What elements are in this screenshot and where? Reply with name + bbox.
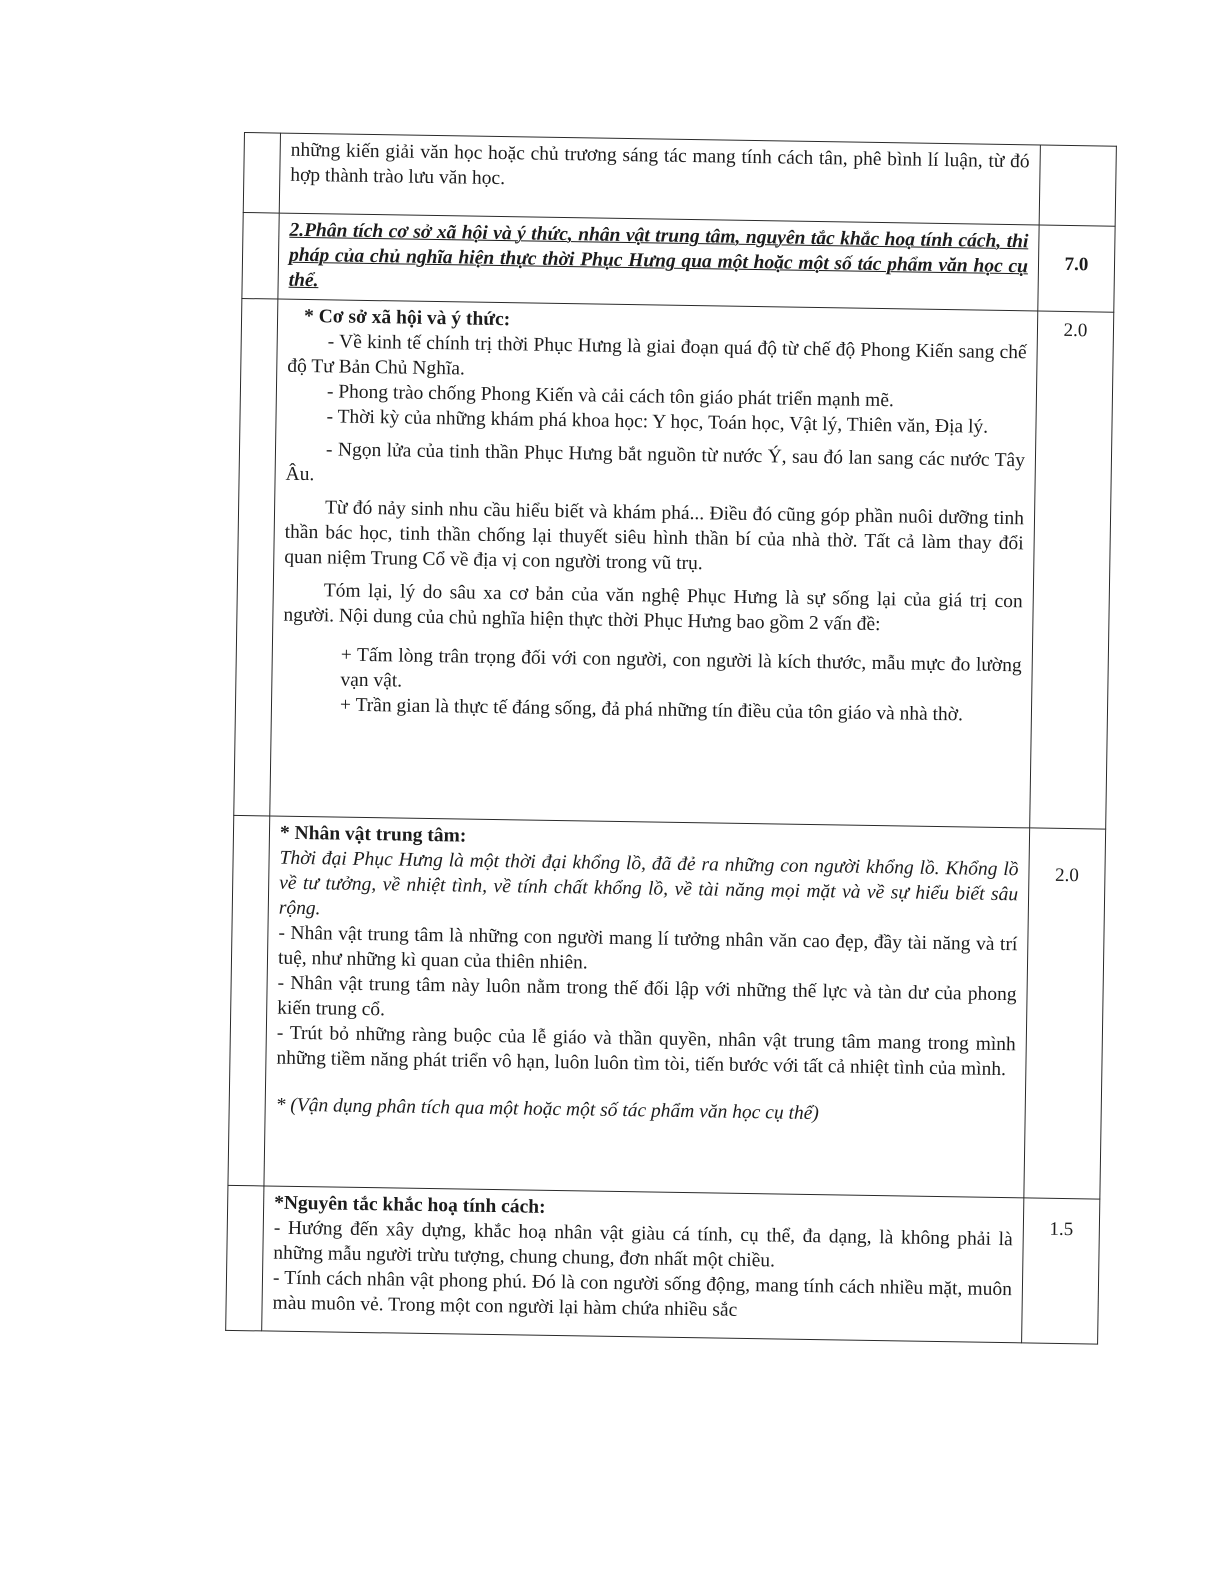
- social-basis-line: - Ngọn lửa của tinh thần Phục Hưng bắt nguồn từ nước Ý, sau đó lan sang các nước Tây Âu.: [285, 439, 1026, 486]
- table-row-social-basis: [234, 298, 1114, 829]
- content-cell: [278, 213, 1039, 311]
- content-cell: [279, 133, 1040, 225]
- score-cell: [1024, 828, 1106, 1199]
- content-cell: [270, 299, 1038, 828]
- score-cell: [1030, 311, 1114, 829]
- score-cell: [1039, 145, 1116, 226]
- social-basis-heading: * Cơ sở xã hội và ý thức:: [303, 305, 511, 331]
- characterization-heading: *Nguyên tắc khắc hoạ tính cách:: [274, 1192, 546, 1218]
- table-row-characterization: [226, 1185, 1100, 1344]
- table-row-intro-tail: [243, 133, 1116, 227]
- social-basis-score: 2.0: [1063, 319, 1088, 342]
- central-character-quote: Thời đại Phục Hưng là một thời đại khổng lồ, đã đẻ ra những con người khổng lồ. Khổng lồ về tư tưởng, về nhiệt tình, về tính chất khổng lồ, về tài năng mọi mặt và về sự hiểu biết sâu rộng.: [278, 847, 1019, 920]
- social-basis-line: - Phong trào chống Phong Kiến và cải cách tôn giáo phát triển mạnh mẽ.: [326, 381, 895, 412]
- intro-tail-text: những kiến giải văn học hoặc chủ trương sáng tác mang tính cách tân, phê bình lí luận, từ đó hợp thành trào lưu văn học.: [290, 139, 1030, 190]
- row-number-cell: [226, 1185, 264, 1331]
- social-basis-paragraph: Từ đó nảy sinh nhu cầu hiểu biết và khám phá... Điều đó cũng góp phần nuôi dưỡng tinh thần bác học, tinh thần chống lại thuyết siêu hình thần bí của nhà thờ. Tất cả làm thay đổi quan niệm Trung Cổ về địa vị con người trong vũ trụ.: [284, 497, 1025, 575]
- central-character-line: - Trút bỏ những ràng buộc của lễ giáo và thần quyền, nhân vật trung tâm mang trong mình những tiềm năng phát triển vô hạn, luôn luôn tìm tòi, tiến bước với tất cả nhiệt tình của mình.: [276, 1022, 1016, 1081]
- question-score: 7.0: [1064, 253, 1089, 276]
- plus-point: + Tấm lòng trân trọng đối với con người, con người là kích thước, mẫu mực đo lường vạn vật.: [340, 644, 1022, 692]
- row-number-cell: [243, 133, 280, 214]
- answer-sheet: [225, 132, 1116, 1345]
- characterization-score: 1.5: [1049, 1218, 1074, 1241]
- content-cell: [262, 1186, 1024, 1343]
- characterization-line: - Tính cách nhân vật phong phú. Đó là con người sống động, mang tính cách nhiều mặt, muôn màu muôn vẻ. Trong một con người lại hàm chứa nhiều sắc: [272, 1267, 1013, 1321]
- table-row-question: [242, 212, 1115, 312]
- row-number-cell: [242, 212, 279, 299]
- answer-table: [225, 132, 1117, 1345]
- question-text: 2.Phân tích cơ sở xã hội và ý thức, nhân vật trung tâm, nguyên tắc khắc hoạ tính cách, thi pháp của chủ nghĩa hiện thực thời Phục Hưng qua một hoặc một số tác phẩm văn học cụ thể.: [288, 219, 1029, 292]
- central-character-heading: * Nhân vật trung tâm:: [279, 822, 467, 847]
- table-row-central-character: [228, 815, 1106, 1199]
- social-basis-line: - Thời kỳ của những khám phá khoa học: Y học, Toán học, Vật lý, Thiên văn, Địa lý.: [326, 406, 989, 438]
- central-character-line: - Nhân vật trung tâm này luôn nằm trong thế đối lập với những thế lực và tàn dư của phong kiến trung cổ.: [277, 972, 1017, 1021]
- plus-point: + Trần gian là thực tế đáng sống, đả phá những tín điều của tôn giáo và nhà thờ.: [339, 694, 964, 726]
- central-character-score: 2.0: [1054, 864, 1079, 887]
- characterization-line: - Hướng đến xây dựng, khắc hoạ nhân vật giàu cá tính, cụ thể, đa dạng, là không phải là những mẫu người trừu tượng, chung chung, đơn nhất một chiều.: [273, 1217, 1013, 1272]
- central-character-note: * (Vận dụng phân tích qua một hoặc một số tác phẩm văn học cụ thể): [275, 1094, 820, 1125]
- content-cell: [264, 816, 1030, 1198]
- score-cell: [1022, 1198, 1100, 1344]
- row-number-cell: [228, 815, 270, 1186]
- social-basis-line: - Về kinh tế chính trị thời Phục Hưng là giai đoạn quá độ từ chế độ Phong Kiến sang chế độ Tư Bản Chủ Nghĩa.: [287, 331, 1027, 380]
- social-basis-summary: Tóm lại, lý do sâu xa cơ bản của văn nghệ Phục Hưng là sự sống lại của giá trị con người. Nội dung của chủ nghĩa hiện thực thời Phục Hưng bao gồm 2 vấn đề:: [283, 580, 1023, 636]
- score-cell: [1038, 225, 1115, 312]
- central-character-line: - Nhân vật trung tâm là những con người mang lí tưởng nhân văn cao đẹp, đầy tài năng và trí tuệ, như những kì quan của thiên nhiên.: [277, 922, 1018, 974]
